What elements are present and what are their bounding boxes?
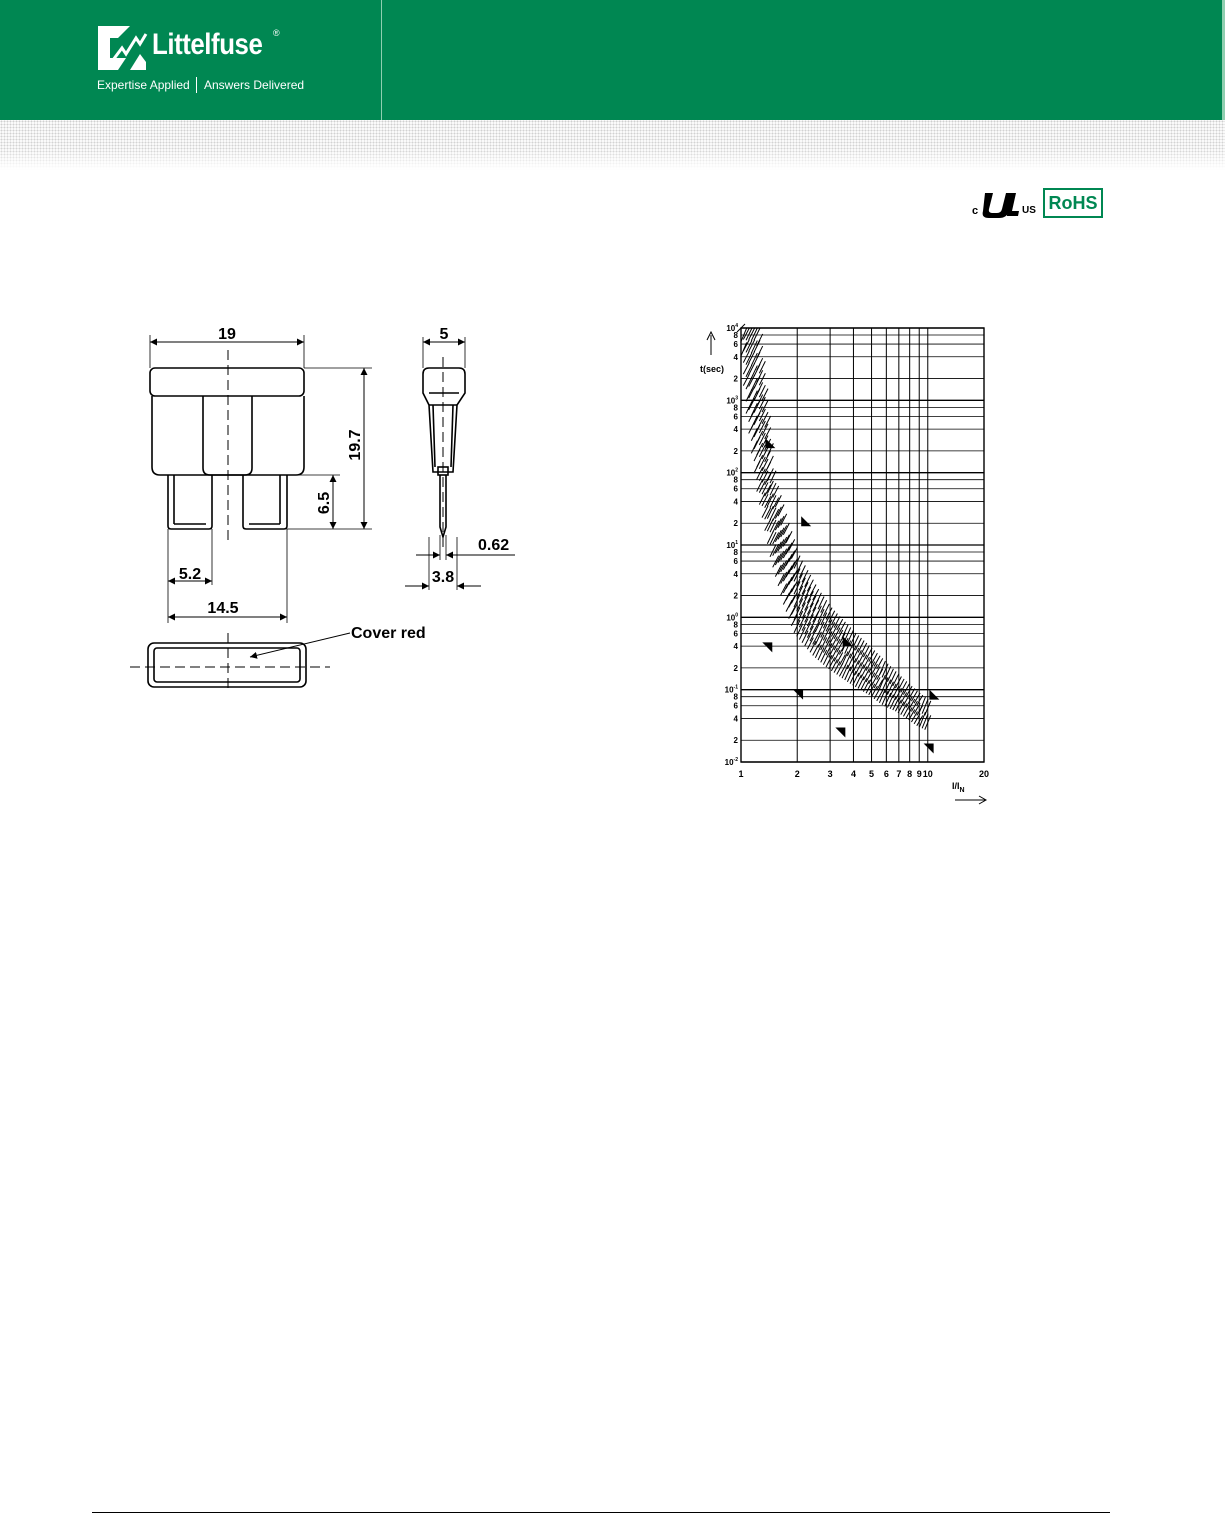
band-hatch [791, 547, 797, 558]
y-decade-label [725, 757, 739, 767]
y-minor-label: 2 [733, 663, 738, 673]
y-minor-label: 6 [733, 412, 738, 422]
band-hatch [789, 585, 795, 596]
band-hatch [775, 553, 781, 565]
band-hatch [778, 516, 784, 528]
y-axis-title: t(sec) [700, 364, 725, 374]
y-decade-base: 10 [724, 758, 734, 767]
band-hatch [773, 521, 779, 533]
test-point-marker [801, 516, 811, 526]
y-axis-labels [725, 323, 739, 767]
band-hatch [813, 589, 819, 600]
x-tick-label: 5 [869, 769, 875, 779]
y-decade-exp: 0 [735, 612, 738, 619]
y-decade-exp: 2 [735, 467, 738, 474]
band-hatch [789, 573, 795, 584]
y-minor-label: 4 [733, 425, 738, 435]
ul-recognized-icon [981, 189, 1021, 219]
x-tick-label: 8 [907, 769, 913, 779]
y-minor-label: 6 [733, 484, 738, 494]
littelfuse-logo-icon [96, 24, 148, 72]
y-minor-label: 2 [733, 374, 738, 384]
tagline-left: Expertise Applied [97, 78, 190, 92]
dim-width-side: 5 [439, 326, 449, 343]
band-hatch [775, 495, 781, 507]
band-hatch [807, 591, 813, 603]
x-tick-label: 2 [794, 769, 800, 779]
band-hatch [781, 537, 787, 549]
band-hatch [773, 556, 779, 568]
band-hatch [791, 603, 797, 614]
x-tick-label: 1 [738, 769, 744, 779]
y-decade-base: 10 [726, 541, 736, 550]
chart-band [737, 324, 931, 730]
band-hatch [770, 520, 776, 532]
y-minor-label: 4 [733, 642, 738, 652]
band-hatch [781, 525, 787, 537]
band-hatch [767, 456, 773, 469]
band-hatch [799, 578, 805, 590]
y-minor-label: 6 [733, 629, 738, 639]
band-hatch [775, 507, 781, 519]
band-hatch [757, 467, 763, 479]
band-hatch [781, 514, 787, 526]
band-hatch [778, 563, 784, 575]
band-hatch [783, 558, 789, 570]
ul-us-label: US [1022, 205, 1036, 216]
certification-marks [972, 187, 1108, 223]
band-hatch [885, 693, 891, 706]
time-current-chart [690, 310, 1000, 810]
band-hatch [767, 531, 773, 544]
test-point-marker [843, 636, 853, 646]
y-decade-exp: 1 [735, 540, 738, 546]
band-hatch [789, 596, 795, 607]
fuse-dimension-drawing [130, 315, 530, 705]
band-hatch [805, 587, 811, 599]
y-minor-label: 4 [733, 569, 738, 579]
y-minor-label: 8 [733, 475, 738, 485]
y-minor-label: 6 [733, 557, 738, 567]
band-hatch [751, 416, 757, 429]
y-minor-label: 2 [733, 519, 738, 529]
y-decade-exp: -2 [733, 757, 738, 763]
band-hatch [759, 493, 765, 505]
band-hatch [743, 340, 749, 352]
rohs-badge: RoHS [1043, 188, 1103, 218]
band-hatch [922, 699, 928, 714]
x-axis-title-main: I/I [952, 781, 960, 791]
x-tick-label: 3 [827, 769, 833, 779]
x-tick-label: 9 [916, 769, 922, 779]
dotted-band-fade [0, 120, 1225, 170]
y-minor-label: 6 [733, 701, 738, 711]
band-hatch [781, 560, 787, 572]
dim-blade-thickness: 0.62 [478, 537, 510, 554]
registered-mark: ® [273, 28, 280, 38]
dim-blade-span: 14.5 [207, 600, 239, 617]
test-point-marker [835, 727, 845, 737]
y-minor-label: 2 [733, 736, 738, 746]
band-hatch [778, 505, 784, 517]
band-hatch [805, 575, 811, 587]
band-hatch [783, 523, 789, 535]
band-hatch [810, 584, 816, 595]
band-hatch [773, 509, 779, 521]
y-decade-base: 10 [726, 613, 736, 623]
header-bar [0, 0, 1225, 120]
y-minor-label: 8 [733, 620, 738, 630]
band-hatch [786, 577, 792, 588]
y-minor-label: 2 [733, 446, 738, 456]
x-axis-title [952, 781, 965, 794]
test-point-marker [924, 744, 934, 754]
band-hatch [778, 574, 784, 586]
band-hatch [757, 346, 763, 358]
tagline-right: Answers Delivered [204, 78, 305, 92]
band-hatch [791, 581, 797, 592]
y-minor-label: 4 [733, 714, 738, 724]
dim-width-top: 19 [218, 326, 236, 343]
y-decade-base: 10 [726, 468, 736, 478]
y-decade-base: 10 [726, 324, 736, 333]
x-tick-label: 6 [883, 769, 889, 779]
chart-grid [741, 328, 984, 762]
y-decade-base: 10 [724, 685, 734, 695]
x-tick-label: 4 [850, 769, 856, 779]
x-tick-label: 7 [896, 769, 902, 779]
y-decade-exp: 4 [735, 323, 738, 329]
band-hatch [807, 580, 813, 592]
dim-blade-length: 6.5 [316, 491, 333, 515]
band-hatch [799, 565, 805, 577]
band-hatch [757, 479, 763, 491]
littelfuse-logo[interactable] [96, 24, 326, 96]
band-hatch [890, 696, 896, 708]
band-hatch [786, 554, 792, 565]
y-minor-label: 8 [733, 548, 738, 558]
band-hatch [775, 530, 781, 542]
y-decade-exp: 3 [735, 395, 738, 402]
test-point-marker [929, 690, 939, 700]
dim-blade-width: 5.2 [178, 566, 202, 583]
y-minor-label: 2 [733, 591, 738, 601]
x-tick-label: 10 [922, 769, 933, 779]
tagline-separator [196, 77, 197, 93]
brand-name: Littelfuse [152, 28, 263, 61]
y-minor-label: 8 [733, 692, 738, 702]
band-hatch [781, 584, 787, 596]
y-minor-label: 6 [733, 340, 738, 350]
y-minor-label: 8 [733, 403, 738, 413]
y-minor-label: 4 [733, 497, 738, 507]
band-hatch [786, 566, 792, 577]
x-tick-label: 20 [978, 769, 990, 779]
y-decade-exp: -1 [733, 684, 738, 691]
cover-label: Cover red [351, 625, 426, 642]
ul-c-label: c [972, 205, 979, 217]
y-minor-label: 4 [733, 352, 738, 362]
x-axis-title-sub: N [959, 787, 965, 794]
band-hatch [781, 549, 787, 561]
band-hatch [775, 542, 781, 554]
band-hatch [802, 570, 808, 582]
footer-rule [92, 1512, 1110, 1513]
band-hatch [783, 570, 789, 582]
band-hatch [789, 562, 795, 573]
header-divider [381, 0, 382, 120]
band-hatch [786, 531, 792, 542]
y-minor-label: 8 [733, 331, 738, 341]
band-hatch [751, 428, 757, 441]
band-hatch [778, 528, 784, 540]
band-hatch [775, 565, 781, 577]
band-hatch [751, 391, 757, 404]
band-hatch [746, 389, 752, 401]
dim-height-total: 19.7 [347, 429, 364, 461]
test-point-marker [762, 642, 772, 652]
test-point-marker [793, 690, 803, 700]
x-axis-labels [738, 769, 989, 779]
band-hatch [751, 403, 757, 416]
band-hatch [802, 582, 808, 594]
dim-side-base: 3.8 [431, 569, 455, 586]
band-hatch [807, 603, 813, 615]
y-decade-base: 10 [726, 396, 736, 406]
